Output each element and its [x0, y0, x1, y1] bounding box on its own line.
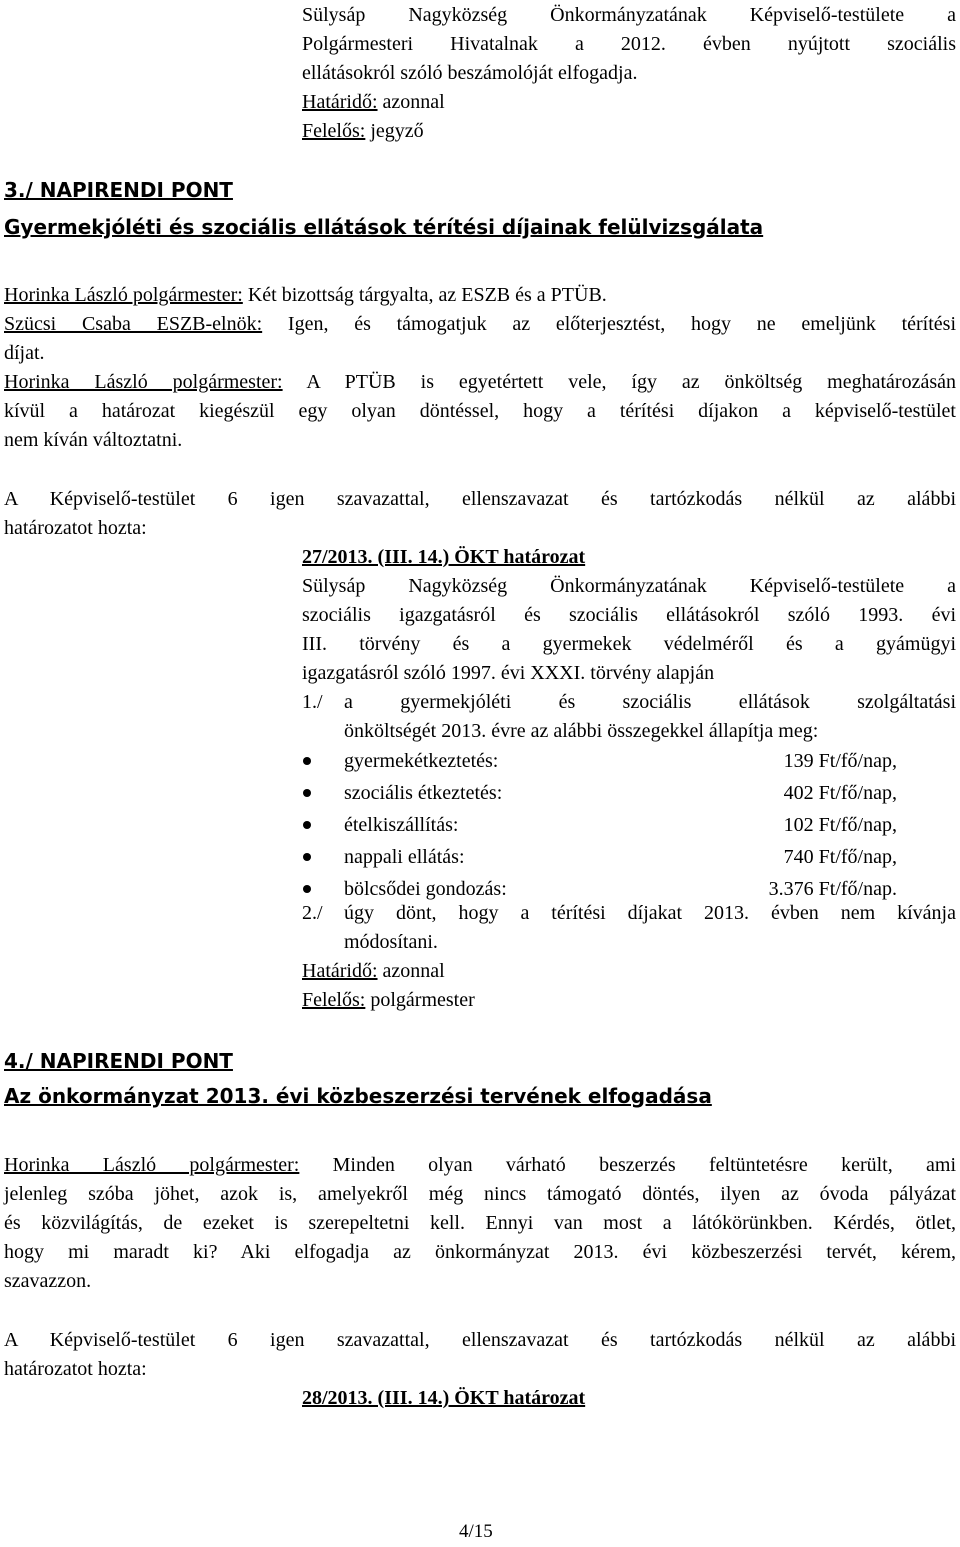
cost-value: 402 Ft/fő/nap,	[783, 782, 897, 804]
vote-3-line-2: határozatot hozta:	[4, 517, 147, 539]
resolution-27-title: 27/2013. (III. 14.) ÖKT határozat	[302, 546, 586, 568]
vote-4-line-1: A Képviselő-testület 6 igen szavazattal, ellenszavazat és tartózkodás nélkül az alábbi	[4, 1329, 956, 1351]
deadline-value: azonnal	[382, 91, 445, 113]
resolution-27-deadline	[302, 956, 445, 986]
resolution-27-intro-line-2: szociális igazgatásról és szociális ellátásokról szóló 1993. évi	[302, 604, 956, 626]
resolution-27-responsible	[302, 985, 475, 1015]
resolution-27-item-1-line-1: a gyermekjóléti és szociális ellátások szolgáltatási	[344, 691, 956, 713]
resolution-top-deadline	[302, 87, 445, 117]
speaker-mayor: Horinka László polgármester:	[4, 371, 283, 393]
resolution-27-intro-line-4: igazgatásról szóló 1997. évi XXXI. törvény alapján	[302, 662, 715, 684]
resolution-27-item-1-line-2: önköltségét 2013. évre az alábbi összegekkel állapítja meg:	[344, 720, 819, 742]
speaker-eszb-chair: Szücsi Csaba ESZB-elnök:	[4, 313, 263, 335]
resolution-27-item-1-number: 1./	[302, 691, 323, 713]
cost-value: 102 Ft/fő/nap,	[783, 814, 897, 836]
speech-text: Igen, és támogatjuk az előterjesztést, hogy ne emeljünk térítési	[287, 313, 957, 335]
agenda-3-title: Gyermekjóléti és szociális ellátások térítési díjainak felülvizsgálata	[4, 215, 764, 239]
discussion-4-line-5: szavazzon.	[4, 1270, 92, 1292]
agenda-3-number: 3./ NAPIRENDI PONT	[4, 178, 233, 202]
speaker-mayor: Horinka László polgármester:	[4, 1154, 300, 1176]
bullet-icon	[303, 789, 311, 797]
agenda-4-number: 4./ NAPIRENDI PONT	[4, 1049, 233, 1073]
cost-name: bölcsődei gondozás:	[344, 878, 507, 900]
discussion-4-line-4: hogy mi maradt ki? Aki elfogadja az önkormányzat 2013. évi közbeszerzési tervét, kérem,	[4, 1241, 956, 1263]
page-number: 4/15	[459, 1521, 493, 1542]
bullet-icon	[303, 757, 311, 765]
speech-text: A PTÜB is egyetértett vele, így az önköltség meghatározásán	[306, 371, 956, 393]
vote-3-line-1: A Képviselő-testület 6 igen szavazattal, ellenszavazat és tartózkodás nélkül az alábbi	[4, 488, 956, 510]
resolution-28-title: 28/2013. (III. 14.) ÖKT határozat	[302, 1387, 586, 1409]
deadline-label: Határidő:	[302, 91, 378, 113]
resolution-27-intro-line-3: III. törvény és a gyermekek védelméről és a gyámügyi	[302, 633, 956, 655]
cost-name: gyermekétkeztetés:	[344, 750, 499, 772]
cost-name: nappali ellátás:	[344, 846, 465, 868]
discussion-4-line-2: jelenleg szóba jöhet, azok is, amelyekről még nincs támogató döntés, ilyen az óvoda pályázat	[4, 1183, 956, 1205]
resolution-27-item-2-line-2: módosítani.	[344, 931, 438, 953]
discussion-3-paragraph-2-line-1	[4, 309, 956, 339]
cost-value: 740 Ft/fő/nap,	[783, 846, 897, 868]
responsible-label: Felelős:	[302, 989, 366, 1011]
agenda-4-title: Az önkormányzat 2013. évi közbeszerzési tervének elfogadása	[4, 1084, 712, 1108]
deadline-value: azonnal	[382, 960, 445, 982]
discussion-4-line-3: és közvilágítás, de ezeket is szerepeltetni kell. Ennyi van most a látókörünkben. Kérdés, ötlet,	[4, 1212, 956, 1234]
cost-name: szociális étkeztetés:	[344, 782, 503, 804]
vote-4-line-2: határozatot hozta:	[4, 1358, 147, 1380]
discussion-4-line-1	[4, 1150, 956, 1180]
cost-value: 139 Ft/fő/nap,	[783, 750, 897, 772]
resolution-top-line-3: ellátásokról szóló beszámolóját elfogadja.	[302, 62, 638, 84]
discussion-3-paragraph-1	[4, 280, 607, 310]
discussion-3-paragraph-2-line-2: díjat.	[4, 342, 45, 364]
bullet-icon	[303, 885, 311, 893]
responsible-value: jegyző	[370, 120, 424, 142]
resolution-27-item-2-line-1: úgy dönt, hogy a térítési díjakat 2013. évben nem kívánja	[344, 902, 956, 924]
responsible-label: Felelős:	[302, 120, 366, 142]
cost-name: ételkiszállítás:	[344, 814, 459, 836]
resolution-27-intro-line-1: Sülysáp Nagyközség Önkormányzatának Képviselő-testülete a	[302, 575, 956, 597]
discussion-3-paragraph-3-line-3: nem kíván változtatni.	[4, 429, 183, 451]
responsible-value: polgármester	[370, 989, 475, 1011]
resolution-top-responsible	[302, 116, 424, 146]
deadline-label: Határidő:	[302, 960, 378, 982]
resolution-top-line-2: Polgármesteri Hivatalnak a 2012. évben nyújtott szociális	[302, 33, 956, 55]
speaker-mayor: Horinka László polgármester:	[4, 284, 243, 306]
cost-value: 3.376 Ft/fő/nap.	[768, 878, 897, 900]
discussion-3-paragraph-3-line-2: kívül a határozat kiegészül egy olyan döntéssel, hogy a térítési díjakon a képviselő-testület	[4, 400, 956, 422]
discussion-3-paragraph-3-line-1	[4, 367, 956, 397]
resolution-27-item-2-number: 2./	[302, 902, 323, 924]
bullet-icon	[303, 853, 311, 861]
resolution-top-line-1: Sülysáp Nagyközség Önkormányzatának Képviselő-testülete a	[302, 4, 956, 26]
speech-text: Két bizottság tárgyalta, az ESZB és a PTÜB.	[247, 284, 607, 306]
bullet-icon	[303, 821, 311, 829]
speech-text: Minden olyan várható beszerzés feltüntetésre került, ami	[332, 1154, 956, 1176]
